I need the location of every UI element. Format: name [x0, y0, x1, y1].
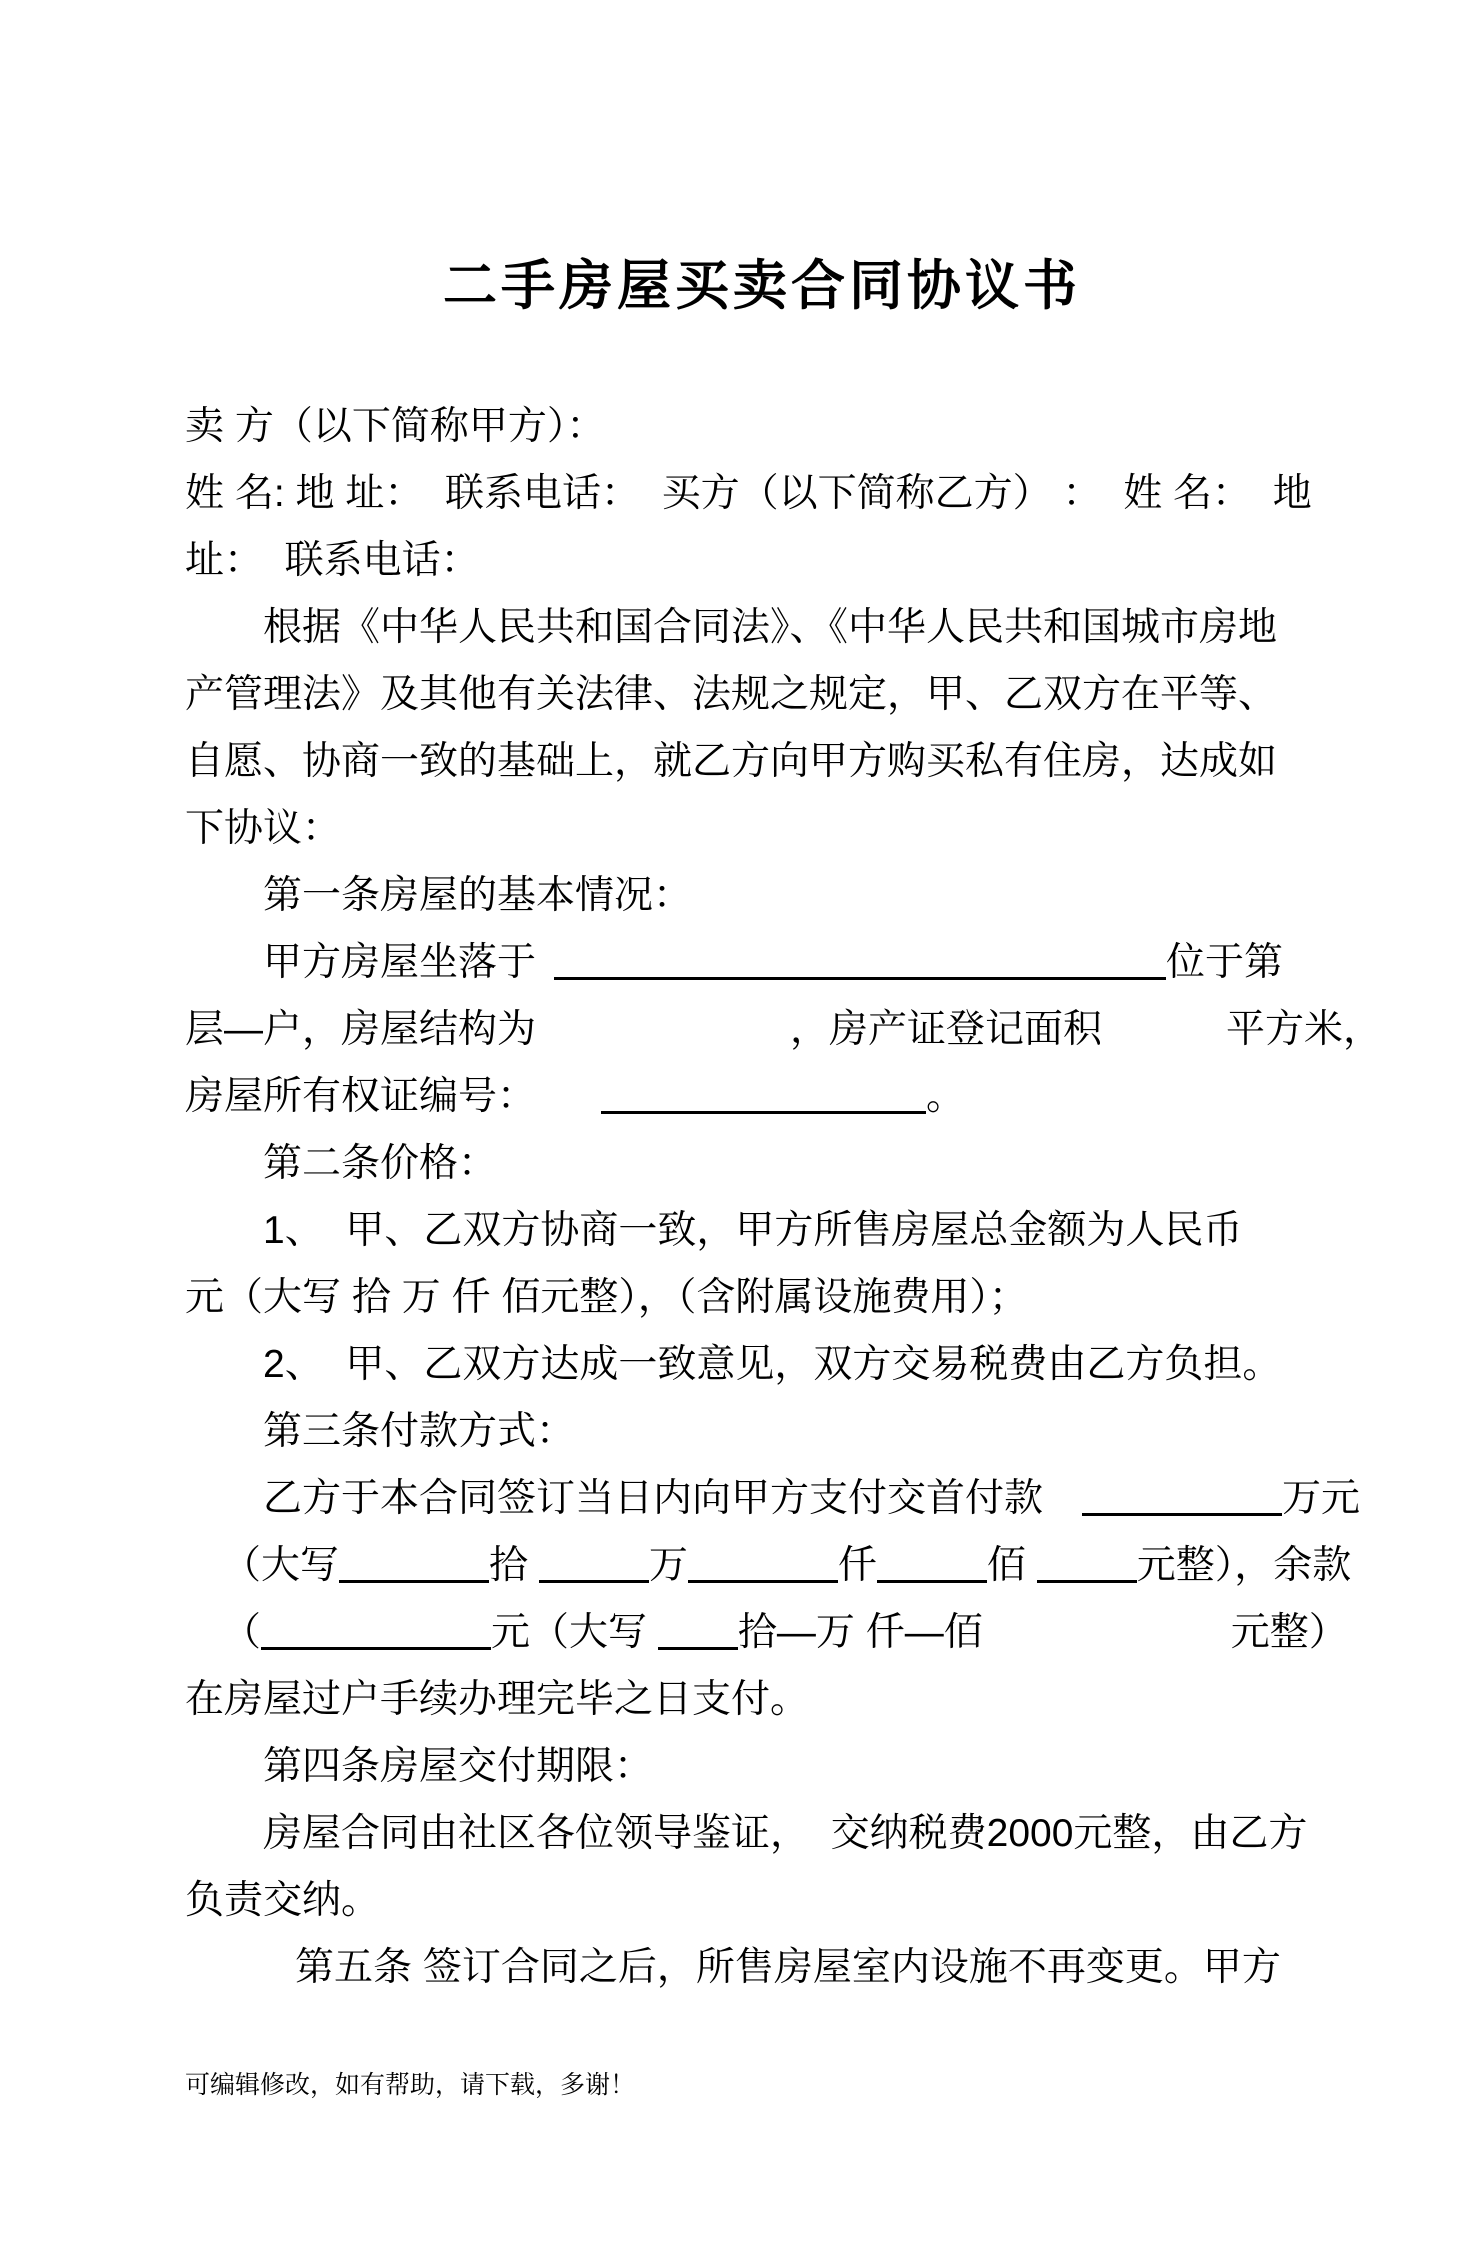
- doc-text: 负责交纳。: [185, 1879, 381, 1922]
- doc-line-6: [150, 728, 1460, 795]
- doc-line-7: [150, 795, 1460, 862]
- doc-text: 卖 方（以下简称甲方）：: [185, 405, 606, 448]
- fill-in-blank: [1037, 1550, 1137, 1583]
- doc-text: 层—户，房屋结构为: [185, 1008, 537, 1051]
- doc-text: 2、 甲、乙双方达成一致意见，双方交易税费由乙方负担。: [263, 1343, 1282, 1386]
- doc-text: 拾: [489, 1544, 539, 1587]
- spacer: [983, 1644, 1231, 1645]
- doc-line-8: [150, 862, 1460, 929]
- doc-text: （: [222, 1611, 262, 1654]
- fill-in-blank: [339, 1550, 489, 1583]
- doc-line-4: [150, 594, 1460, 661]
- doc-text: 第五条 签订合同之后，所售房屋室内设施不再变更。甲方: [295, 1946, 1281, 1989]
- doc-text: 万元: [1282, 1477, 1361, 1520]
- spacer: [536, 1041, 790, 1042]
- doc-text: （大写: [222, 1544, 340, 1587]
- doc-text: 姓 名: 地 址： 联系电话： 买方（以下简称乙方） ： 姓 名： 地: [185, 472, 1312, 515]
- spacer: [536, 974, 554, 975]
- fill-in-blank: [658, 1617, 738, 1650]
- doc-text: 产管理法》及其他有关法律、法规之规定，甲、乙双方在平等、: [185, 673, 1278, 716]
- doc-text: 甲方房屋坐落于: [263, 941, 537, 984]
- fill-in-blank: [539, 1550, 649, 1583]
- doc-line-13: [150, 1197, 1460, 1264]
- doc-text: 房屋所有权证编号：: [185, 1075, 537, 1118]
- doc-text: 根据《中华人民共和国合同法》、《中华人民共和国城市房地: [263, 606, 1278, 649]
- fill-in-blank: [1082, 1483, 1282, 1516]
- doc-text: 平方米，: [1226, 1008, 1383, 1051]
- doc-line-2: [150, 460, 1460, 527]
- doc-text: 位于第: [1166, 941, 1284, 984]
- doc-line-18: [150, 1532, 1460, 1599]
- doc-line-3: [150, 527, 1460, 594]
- fill-in-blank: [601, 1081, 926, 1114]
- doc-text: 元（大写 拾 万 仟 佰元整），（含附属设施费用）；: [185, 1276, 1028, 1319]
- doc-text: 自愿、协商一致的基础上，就乙方向甲方购买私有住房，达成如: [185, 740, 1278, 783]
- doc-text: 拾—万 仟—佰: [737, 1611, 983, 1654]
- doc-text: 乙方于本合同签订当日内向甲方支付交首付款: [263, 1477, 1044, 1520]
- doc-line-12: [150, 1130, 1460, 1197]
- doc-line-17: [150, 1465, 1460, 1532]
- doc-text: 下协议：: [185, 807, 342, 850]
- doc-text: 第一条房屋的基本情况：: [263, 874, 693, 917]
- doc-line-24: [150, 1934, 1460, 2001]
- doc-line-1: [150, 393, 1460, 460]
- fill-in-blank: [554, 947, 1166, 980]
- doc-text: 佰: [986, 1544, 1037, 1587]
- fill-in-blank: [261, 1617, 491, 1650]
- doc-line-22: [150, 1800, 1460, 1867]
- document-title: 二手房屋买卖合同协议书: [443, 256, 1081, 316]
- doc-text: 元（大写: [491, 1611, 658, 1654]
- spacer: [1102, 1041, 1226, 1042]
- spacer: [536, 1108, 601, 1109]
- doc-line-20: [150, 1666, 1460, 1733]
- doc-line-14: [150, 1264, 1460, 1331]
- doc-text: 址： 联系电话：: [185, 539, 480, 582]
- doc-text: 。: [926, 1075, 966, 1118]
- doc-line-9: [150, 929, 1460, 996]
- doc-text: 元整），余款: [1136, 1544, 1352, 1587]
- doc-text: 在房屋过户手续办理完毕之日支付。: [185, 1678, 810, 1721]
- footer-note: 可编辑修改，如有帮助，请下载，多谢！: [185, 2071, 636, 2099]
- doc-text: 第二条价格：: [263, 1142, 498, 1185]
- doc-line-21: [150, 1733, 1460, 1800]
- doc-line-11: [150, 1063, 1460, 1130]
- doc-text: 万: [648, 1544, 688, 1587]
- fill-in-blank: [877, 1550, 987, 1583]
- doc-text: 1、 甲、乙双方协商一致，甲方所售房屋总金额为人民币: [263, 1209, 1243, 1252]
- spacer: [1043, 1510, 1082, 1511]
- document-body: [150, 393, 1460, 2001]
- doc-text: ，房产证登记面积: [790, 1008, 1103, 1051]
- doc-line-15: [150, 1331, 1460, 1398]
- doc-text: 房屋合同由社区各位领导鉴证， 交纳税费2000元整，由乙方: [263, 1812, 1308, 1855]
- doc-line-10: [150, 996, 1460, 1063]
- doc-text: 元整）: [1230, 1611, 1348, 1654]
- doc-text: 仟: [837, 1544, 877, 1587]
- doc-text: 第三条付款方式：: [263, 1410, 576, 1453]
- doc-line-5: [150, 661, 1460, 728]
- doc-line-19: [150, 1599, 1460, 1666]
- fill-in-blank: [688, 1550, 838, 1583]
- doc-line-23: [150, 1867, 1460, 1934]
- doc-text: 第四条房屋交付期限：: [263, 1745, 654, 1788]
- doc-line-16: [150, 1398, 1460, 1465]
